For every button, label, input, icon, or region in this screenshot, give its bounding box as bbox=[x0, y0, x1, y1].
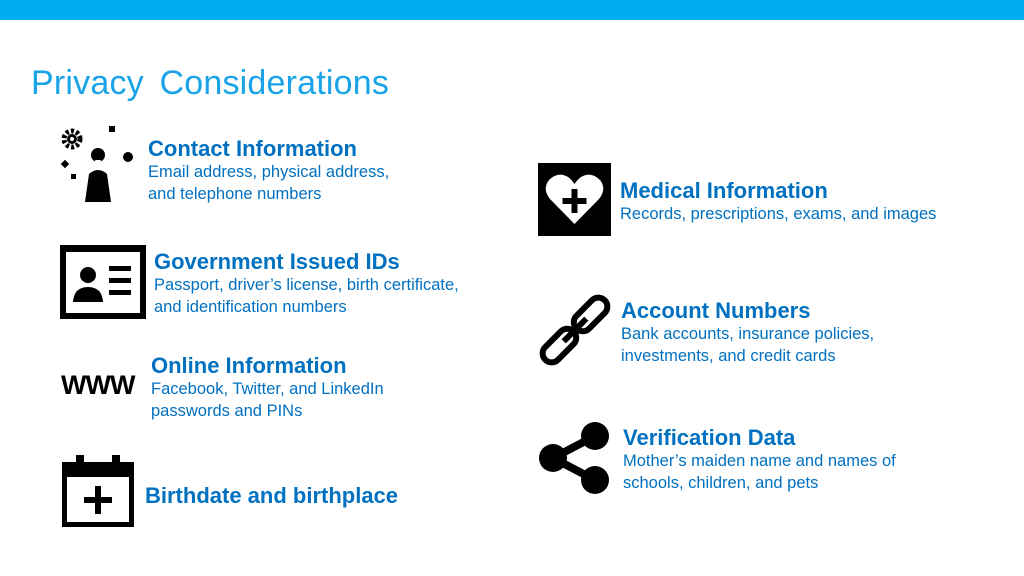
item-description-line: Mother’s maiden name and names of bbox=[623, 452, 896, 470]
item-heading: Contact Information bbox=[148, 136, 357, 161]
top-accent-bar bbox=[0, 0, 1024, 20]
item-description-line: and telephone numbers bbox=[148, 185, 322, 203]
item-description-line: Bank accounts, insurance policies, bbox=[621, 325, 875, 343]
item-description-line: passwords and PINs bbox=[151, 402, 303, 420]
item-description-line: Passport, driver’s license, birth certificate, bbox=[154, 276, 459, 294]
share-icon bbox=[538, 420, 612, 496]
link-icon bbox=[535, 290, 615, 370]
item-description-line: Email address, physical address, bbox=[148, 163, 390, 181]
page-title: Privacy Considerations bbox=[31, 64, 390, 102]
item-heading: Birthdate and birthplace bbox=[145, 483, 399, 508]
item-description-line: and identification numbers bbox=[154, 298, 347, 316]
item-heading: Verification Data bbox=[623, 425, 796, 450]
www-icon: WWW bbox=[61, 370, 135, 400]
item-heading: Medical Information bbox=[620, 178, 828, 203]
id-card-icon bbox=[60, 245, 146, 319]
item-heading: Account Numbers bbox=[621, 298, 811, 323]
item-heading: Online Information bbox=[151, 353, 347, 378]
heart-plus-icon bbox=[538, 163, 611, 236]
item-description-line: Records, prescriptions, exams, and images bbox=[620, 205, 937, 223]
item-description-line: investments, and credit cards bbox=[621, 347, 836, 365]
item-heading: Government Issued IDs bbox=[154, 249, 400, 274]
person-gear-icon bbox=[58, 124, 138, 204]
item-description-line: schools, children, and pets bbox=[623, 474, 819, 492]
item-description-line: Facebook, Twitter, and LinkedIn bbox=[151, 380, 384, 398]
calendar-plus-icon bbox=[60, 455, 136, 529]
